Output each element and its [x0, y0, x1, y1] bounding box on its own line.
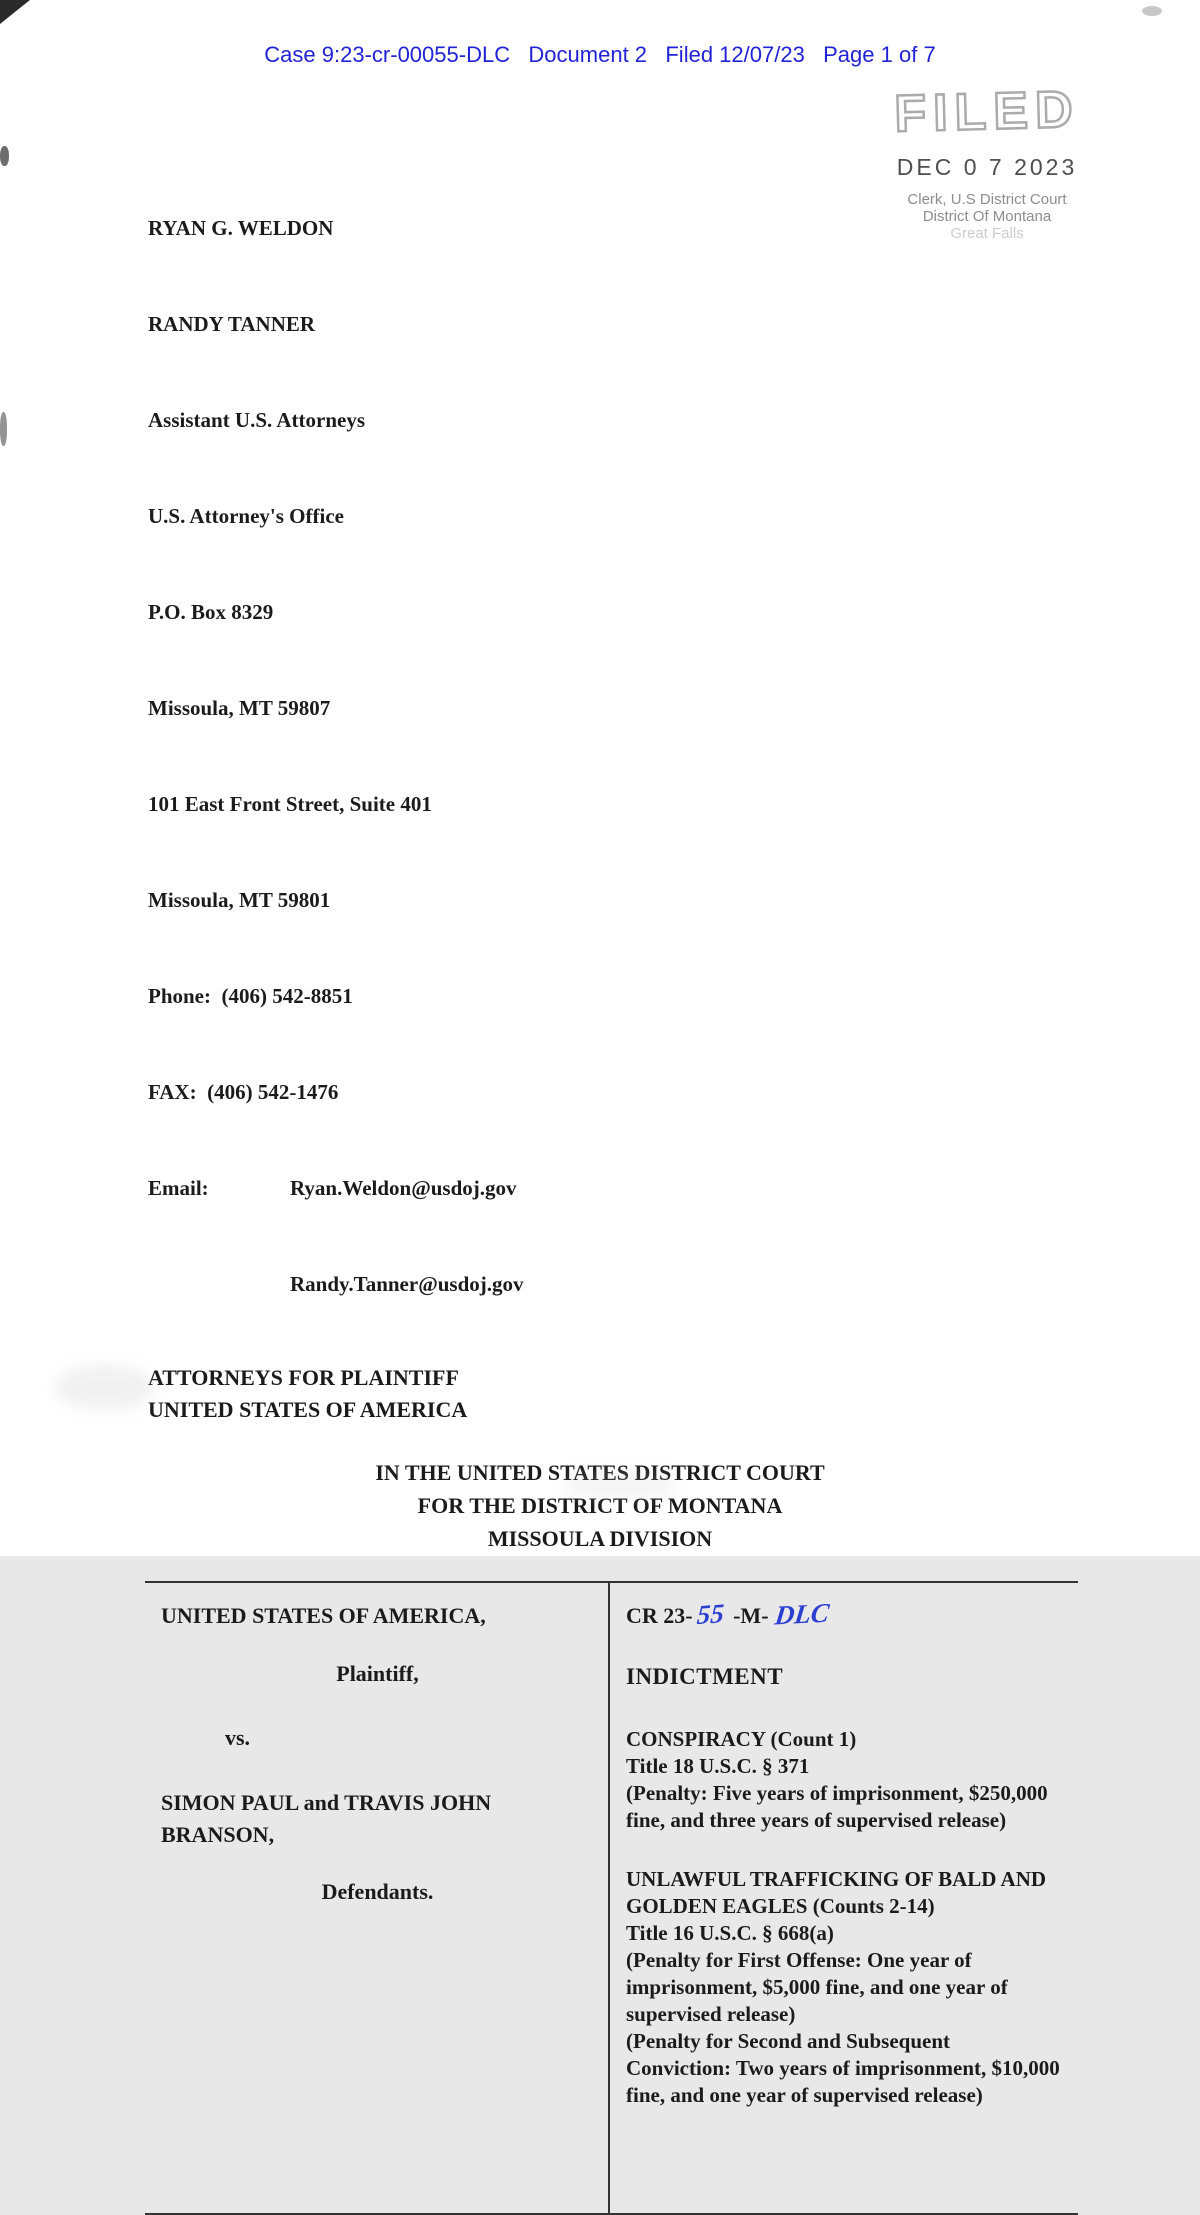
caption-parties: [145, 1583, 610, 2213]
case-header: Case 9:23-cr-00055-DLC Document 2 Filed 12/07/23 Page 1 of 7: [264, 42, 936, 67]
case-number-prefix: CR 23-: [626, 1603, 693, 1628]
attorneys-for-plaintiff: [148, 1362, 1200, 1426]
clerk-line: District Of Montana: [922, 208, 1052, 225]
plaintiff-line: ATTORNEYS FOR PLAINTIFF: [148, 1365, 459, 1390]
count-penalty: (Penalty for First Offense: One year of imprisonment, $5,000 fine, and one year of supervised release): [626, 1948, 1008, 2026]
attorney-email-row: [148, 1172, 1200, 1204]
count-heading: UNLAWFUL TRAFFICKING OF BALD AND GOLDEN EAGLES (Counts 2-14): [626, 1867, 1047, 1918]
attorney-line: Missoula, MT 59801: [148, 888, 331, 912]
email-address: Ryan.Weldon@usdoj.gov: [290, 1176, 517, 1200]
attorney-line: Phone: (406) 542-8851: [148, 984, 353, 1008]
count-penalty: (Penalty for Second and Subsequent Conviction: Two years of imprisonment, $10,000 fine, and one year of supervised release): [626, 2029, 1060, 2107]
filed-stamp-text: FILED: [893, 80, 1081, 144]
attorney-line: FAX: (406) 542-1476: [148, 1080, 339, 1104]
case-number-mid: -M-: [733, 1603, 769, 1628]
judge-initials-handwritten: DLC: [772, 1597, 831, 1631]
plaintiff-name: UNITED STATES OF AMERICA,: [161, 1603, 486, 1628]
count-1-block: [626, 1726, 1060, 1834]
attorney-line: 101 East Front Street, Suite 401: [148, 792, 432, 816]
court-heading-line: MISSOULA DIVISION: [487, 1526, 713, 1551]
court-heading-line: FOR THE DISTRICT OF MONTANA: [417, 1493, 783, 1518]
attorney-line: Assistant U.S. Attorneys: [148, 408, 366, 432]
scan-artifact: [0, 146, 9, 166]
count-statute: Title 18 U.S.C. § 371: [626, 1754, 810, 1778]
case-caption: [145, 1581, 1078, 2215]
court-heading: [0, 1456, 1200, 1555]
clerk-line: Great Falls: [950, 225, 1024, 242]
court-heading-line: IN THE UNITED STATES DISTRICT COURT: [375, 1460, 825, 1485]
caption-charges: [610, 1583, 1078, 2213]
count-statute: Title 16 U.S.C. § 668(a): [626, 1921, 834, 1945]
attorney-line: U.S. Attorney's Office: [148, 504, 344, 528]
case-number: [626, 1597, 1060, 1631]
attorney-line: Missoula, MT 59807: [148, 696, 331, 720]
plaintiff-line: UNITED STATES OF AMERICA: [148, 1397, 468, 1422]
case-number-handwritten: 55: [695, 1597, 725, 1631]
document-title: INDICTMENT: [626, 1664, 784, 1689]
attorney-line: P.O. Box 8329: [148, 600, 274, 624]
attorney-line: RYAN G. WELDON: [148, 216, 334, 240]
defendant-names: SIMON PAUL and TRAVIS JOHN BRANSON,: [161, 1790, 492, 1847]
scan-artifact: [0, 412, 7, 446]
email-label: Email:: [148, 1176, 209, 1200]
attorney-block: [148, 148, 1200, 1332]
count-2-block: [626, 1866, 1060, 2109]
email-address: Randy.Tanner@usdoj.gov: [290, 1272, 524, 1296]
filed-stamp-date: DEC 0 7 2023: [896, 154, 1078, 180]
clerk-stamp: [872, 191, 1102, 242]
defendant-role: Defendants.: [321, 1879, 434, 1904]
plaintiff-role: Plaintiff,: [336, 1661, 419, 1686]
scan-artifact: [55, 1365, 155, 1410]
attorney-email-row: [148, 1268, 1200, 1300]
attorney-line: RANDY TANNER: [148, 312, 316, 336]
versus: vs.: [225, 1725, 251, 1750]
count-heading: CONSPIRACY (Count 1): [626, 1727, 857, 1751]
clerk-line: Clerk, U.S District Court: [907, 191, 1067, 208]
filed-stamp: [872, 82, 1102, 242]
count-penalty: (Penalty: Five years of imprisonment, $250,000 fine, and three years of supervised release): [626, 1781, 1048, 1832]
